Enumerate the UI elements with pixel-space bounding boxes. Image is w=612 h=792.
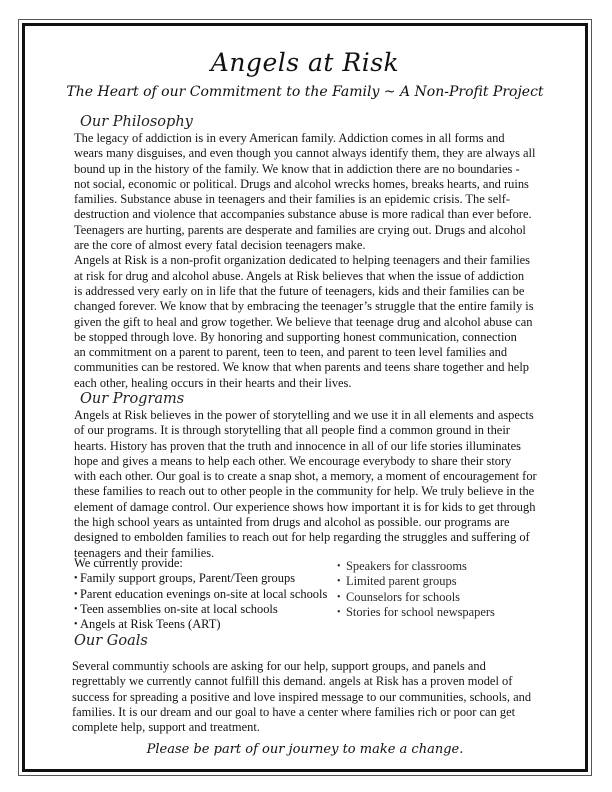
- service-label: Angels at Risk Teens (ART): [80, 617, 221, 632]
- programs-line: the high school years as untainted from drugs and alcohol as possible. our programs are: [74, 515, 510, 530]
- philosophy-line: not social, economic or political. Drugs and alcohol wrecks homes, breaks hearts, and ruins: [74, 176, 529, 191]
- heading-philosophy: Our Philosophy: [80, 114, 193, 130]
- document-title: Angels at Risk: [210, 48, 400, 77]
- service-list-item: [337, 605, 557, 620]
- philosophy-line: Angels at Risk is a non-profit organization dedicated to helping teenagers and their families: [74, 253, 531, 268]
- goals-line: success for spreading a positive and love inspired message to our communities, schools, and: [72, 689, 532, 704]
- programs-text: [74, 408, 544, 561]
- bullet-icon: •: [74, 603, 78, 615]
- programs-line: Angels at Risk believes in the power of storytelling and we use it in all elements and aspects: [74, 408, 534, 422]
- service-label: Parent education evenings on-site at local schools: [80, 586, 328, 601]
- closing-message: Please be part of our journey to make a change.: [146, 742, 464, 757]
- programs-line: these families to reach out to other people in the community for help. We truly believe in the: [74, 484, 535, 499]
- service-list-item: [337, 590, 557, 605]
- service-label: Counselors for schools: [346, 589, 461, 604]
- philosophy-line: destruction and violence that accompanies substance abuse is more radical than ever before.: [74, 207, 532, 222]
- philosophy-line: be stopped through love. By honoring and supporting honest communication, connection: [74, 329, 517, 344]
- services-list-right: [337, 559, 557, 620]
- philosophy-line: families. Substance abuse in teenagers and their families is an epidemic crisis. The self-: [74, 192, 510, 207]
- programs-line: hearts. History has proven that the truth and innocence in all of our life stories illuminates: [74, 438, 521, 453]
- flyer-page: [26, 27, 584, 768]
- programs-line: designed to embolden families to reach out for help regarding the struggles and suffering of: [74, 530, 530, 545]
- heading-programs: Our Programs: [80, 391, 185, 407]
- service-label: Limited parent groups: [346, 574, 457, 589]
- programs-line: teenagers and their families.: [74, 545, 215, 560]
- programs-line: element of damage control. Our experience shows how important it is for kids to get through: [74, 499, 536, 514]
- programs-line: hope and gives a means to help each other. We encourage everybody to share their story: [74, 453, 512, 468]
- heading-goals: Our Goals: [74, 633, 148, 649]
- goals-line: families. It is our dream and our goal to have a center where families rich or poor can get: [72, 704, 516, 719]
- philosophy-line: are the core of almost every fatal decision teenagers make.: [74, 238, 366, 253]
- service-list-item: [74, 602, 334, 617]
- services-list-left: [74, 556, 334, 632]
- philosophy-line: wears many disguises, and even though you cannot always identify them, they are always all: [74, 146, 536, 161]
- philosophy-line: is addressed very early on in life that the future of teenagers, kids and their families can be: [74, 283, 525, 298]
- philosophy-line: at risk for drug and alcohol abuse. Angels at Risk believes that when the issue of addiction: [74, 268, 525, 283]
- philosophy-line: each other, healing occurs in their hearts and their lives.: [74, 375, 352, 390]
- service-list-item: [74, 571, 334, 586]
- philosophy-line: Teenagers are hurting, parents are desperate and families are crying out. Drugs and alcohol: [74, 222, 526, 237]
- bullet-icon: •: [74, 573, 78, 585]
- goals-line: regrettably we currently cannot fulfill this demand. angels at Risk has a proven model of: [72, 674, 513, 689]
- philosophy-line: an commitment on a parent to parent, teen to teen, and parent to teen level families and: [74, 345, 508, 360]
- goals-line: complete help, support and treatment.: [72, 720, 260, 735]
- service-list-item: [337, 574, 557, 589]
- philosophy-line: communities can be restored. We know that when parents and teens share together and help: [74, 360, 530, 375]
- programs-line: of our programs. It is through storytelling that all people find a common ground in their: [74, 423, 510, 438]
- service-list-item: [337, 559, 557, 574]
- philosophy-line: The legacy of addiction is in every American family. Addiction comes in all forms and: [74, 131, 505, 145]
- bullet-icon: •: [337, 561, 341, 572]
- goals-line: Several communtiy schools are asking for our help, support groups, and panels and: [72, 659, 486, 673]
- philosophy-line: given the gift to heal and grow together. We believe that teenage drug and alcohol abuse can: [74, 314, 533, 329]
- philosophy-line: bound up in the history of the family. We know that in addiction there are no boundaries -: [74, 161, 520, 176]
- document-subtitle: The Heart of our Commitment to the Family ~ A Non-Profit Project: [66, 84, 544, 100]
- goals-text: [72, 659, 542, 735]
- philosophy-text: [74, 131, 544, 391]
- service-list-item: [74, 617, 334, 632]
- bullet-icon: •: [337, 576, 341, 588]
- bullet-icon: •: [74, 588, 78, 600]
- service-label: Teen assemblies on-site at local schools: [80, 601, 278, 616]
- service-label: Family support groups, Parent/Teen groups: [80, 571, 296, 586]
- philosophy-line: changed forever. We know that by embracing the teenager’s struggle that the entire family is: [74, 299, 534, 314]
- service-list-item: [74, 587, 334, 602]
- bullet-icon: •: [337, 591, 341, 603]
- provide-label: We currently provide:: [74, 556, 183, 570]
- service-label: Speakers for classrooms: [346, 559, 467, 573]
- programs-line: with each other. Our goal is to create a snap shot, a memory, a moment of encouragement for: [74, 469, 537, 484]
- bullet-icon: •: [74, 619, 78, 631]
- bullet-icon: •: [337, 606, 341, 618]
- service-label: Stories for school newspapers: [346, 604, 495, 619]
